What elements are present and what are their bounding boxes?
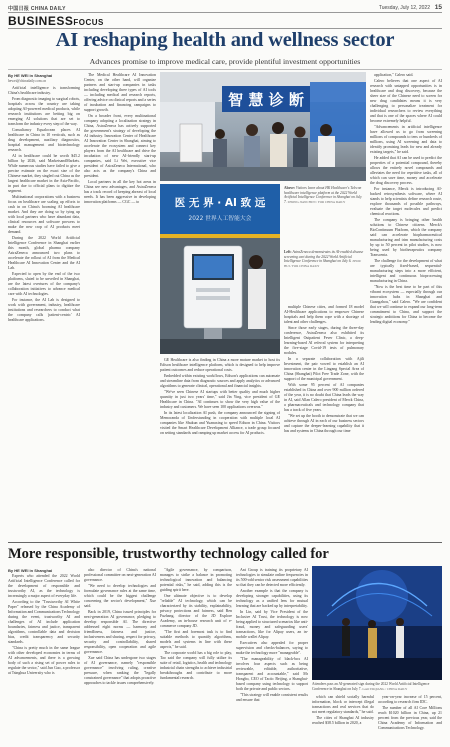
article2-column-2 xyxy=(84,568,156,743)
paragraph: Experts who attended the 2022 World Artificial Intelligence Conference called for the development of responsible and trustworthy AI, as the technology is increasingly a major aspect of everyday life. xyxy=(8,574,80,598)
paragraph: GE Healthcare is also finding in China a more mature market to host its Edison healthcare intelligence platform, which is designed to help improve patient outcomes and reduce operational costs. xyxy=(160,358,280,372)
paragraph: The number of all AI Core Millions reach $1020 billion in China, up 21 percent from the previous year, said the China Academy of Information and Communications Technology. xyxy=(378,706,442,730)
paragraph: Embedded within existing workflows, Edison's applications can automate and streamline data from diagnostic sources and apply analytics or advanced algorithms to generate clinical, operational and financial insights. xyxy=(160,374,280,388)
event-banner-text: 医 无 界 · AI 致 远 xyxy=(174,197,266,209)
photo-screening-cart xyxy=(160,184,280,354)
paragraph: In its latest localization AI push, the company announced the signing of Memoranda of Understanding in cooperation with multiple local AI companies like Shukun and Yuanaxing to speed Edison in China. Visitors visited the Smart Healthcare Development Alliance, a trade group focused on setting standards and ramping up market access for AI products. xyxy=(160,411,280,435)
paragraph: "The manageability of black-box AI involves four aspects such as being reviewable, editable, authoritative, transparent and accountable," said Mr Hongbo, CEO of Tactic Beijing, a Shanghai-based company using technology to support both the private and public sectors. xyxy=(236,657,308,691)
paragraph: During the 2022 World Artificial Intelligence Conference in Shanghai earlier this month, global pharma company AstraZeneca announced two plans to accelerate the rollout of AI from the Medical Healthcare AI Innovation Center and the AI Lab. xyxy=(8,236,80,270)
deck-rule xyxy=(8,69,442,70)
paragraph: The cities of Shanghai AI industry reached $38.5 billion in 2020, a xyxy=(312,716,374,725)
paragraph: In a separate collaboration with Ajili Investment, the pair vowed to establish an AI innovation center in the Lingang Special Area of China (Shanghai) Pilot Free Trade Zone, with the support of the municipal government. xyxy=(284,357,364,381)
caption-above: Above: Visitors learn about HK Healthcare's Telecon healthcare intelligence platform at the 2022 World Artificial Intelligence Conference in Shanghai on July 7. ZHONG JIANCHUN / FOR CHINA DAILY xyxy=(284,186,362,204)
article1-column-3 xyxy=(284,305,364,538)
paragraph: Local partners in all the key hot areas in China see new advantages, and AstraZeneca has a track record of keeping abreast of local needs. It has been aggressive in developing innovation platforms — CGC — to xyxy=(84,180,156,204)
paragraph: multiple Chinese cities, and formed 18 model AI-Healthcare applications to empower Chinese hospitals and help them cope with a shortage of talent and other challenges. xyxy=(284,305,364,324)
paragraph: Xue said China has undergone two stages of AI governance, namely "responsible governance" involving ruling, creative pressure, when ranking the "legally constrained governance" that adopts proactive approaches to tackle issues comprehensively. xyxy=(84,656,156,685)
paragraph: application," Calero said. xyxy=(374,73,414,77)
section-title: BUSINESSFOCUS xyxy=(8,14,104,28)
paragraph: He added that AI can be used to predict the properties of a potential compound, thereby allows the entirely novel compounds and alleviates the need for repetitive tasks, all of which can save time, money and accelerate the drug discovery process. xyxy=(370,156,442,185)
paragraph: year-on-year increase of 15 percent, according to research firm IDC. xyxy=(378,695,442,704)
article2-column-6 xyxy=(378,695,442,743)
paragraph: "The first and foremost task is to find suitable methods to quantify algorithms, models and systems in line with these aspects," he said. xyxy=(160,630,232,649)
header-rule xyxy=(8,12,442,13)
page-number: 15 xyxy=(434,4,442,11)
newspaper-brand: 中国日报 CHINA DAILY xyxy=(8,6,66,12)
article1-column-1 xyxy=(8,73,80,538)
paragraph: With some 95 percent of AI companies established in China and over 900 million ordered of the year, it is no doubt that China leads the way in AI, said Allan Calero president of Merck China, a pharmaceuticals and technology company that has a track of five years. xyxy=(284,383,364,412)
paragraph: "We set up the booth to demonstrate that we can achieve through AI in each of our business sectors and capture the deeper-learning capability that it has and systems in China through our time xyxy=(284,414,364,433)
paragraph: On a broader front, every multinational company adopting a localization strategy in China, AstraZeneca has actively supported the government's strategy of developing the AI industry. Innovation Center of Healthcare AI Innovation Center in Shanghai, aiming to accelerate the ecosystem and connect key players from the AI healthcare and drive the incubation of new AI-friendly start-up companies, said Li Wei, executive vice president of AstraZeneca International, who also acts as the company's China and president. xyxy=(84,114,156,178)
article2-column-5 xyxy=(312,695,374,743)
paragraph: Ant Group is training its proprietary AI technologies to simulate online frequencies in its 500-odd senior risk assessment capabilities so that they can be detected more efficiently. xyxy=(236,568,308,587)
article-headline: AI reshaping health and wellness sector xyxy=(55,29,395,51)
byline-email: hewei@chinadaily.com.cn xyxy=(8,79,47,83)
paragraph: Expected to open by the end of the two platforms, slated to be unveiled in Shanghai, are the latest overtures of the company's collaboration initiatives to advance medical care with AI technologies. xyxy=(8,272,80,296)
byline: By HE WEI in Shanghai xyxy=(8,568,53,573)
byline: By HE WEI in Shanghai xyxy=(8,73,53,78)
paragraph: Since those early stages, during the three-day conference, AstraZeneca also exhibited its Intelligent Outpatient Fever Clinic, a deep-learning-based AI referral system for interpreting the five-stage Covid-19 tests of pulmonary nodules. xyxy=(284,326,364,355)
paragraph: "We've seen Chinese AI startups with better quality and much higher quantity in just two years' time," said Jin Ying, vice president of GE Healthcare in China. "AI continues to show the very high value of the industry and customers. We have seen 100 applications overseas." xyxy=(160,390,280,409)
photo-scene-sign xyxy=(312,566,442,680)
photo-ai-sign xyxy=(312,566,442,680)
paragraph: Multinational corporations with a business focus on healthcare are scaling up efforts to cash in on China's booming AI healthcare market. And they are doing so by tying up with local partners who have abundant data, clinical resources and software prowess to make the new crop of AI products meet demand. xyxy=(8,195,80,234)
article1-column-4 xyxy=(370,73,442,538)
paragraph: Executives also appealed for proper supervision and checks-balances, saying to make the technology more "manageable". xyxy=(236,641,308,655)
issue-date: Tuesday, July 12, 2022 xyxy=(378,5,430,11)
paragraph: In Lin, said by Vice President of the Inclusive AI Trust, the technology is now being applied to structured scenarios like anti-fraud, money and safeguarding users' transactions, like for Alipay users, an in-mobile wallet Alipay. xyxy=(236,610,308,639)
paragraph: "Now is the best time to be part of this vibrant ecosystem — especially through our innovation hubs in Shanghai and Guangzhou," said Calero. "We are confident that we will continue to expand our long-term commitment to China, and support the strategic ambitions for China to become the leading digital economy." xyxy=(370,285,442,324)
paragraph: Back in 2019, China issued principles for next-generation AI governance, pledging to develop responsible AI. The directive addressed eight norms — harmony and friendliness, fairness and justice, inclusiveness and sharing, respect for privacy, security and controllability, shared responsibility, open cooperation and agile governance. xyxy=(84,610,156,654)
paragraph: "This strategy will enable consistent results and ensure that xyxy=(236,693,308,702)
paragraph: The company is bringing other health solutions to Chinese citizens. Merck's BioContinuum Platform, which the company said can accelerate biopharmaceutical manufacturing and trim manufacturing costs by up to 50 percent in pilot studies, is now being used by biotherapeutics company Transcenta. xyxy=(370,218,442,257)
event-name-text: 2022 世界人工智能大会 xyxy=(188,216,252,222)
paragraph: For instance, the AI Lab is designed to work with government, industry, healthcare institutions and researchers to conduct what the company calls 'patient-centric' AI healthcare applications. xyxy=(8,298,80,322)
paragraph: The Medical Healthcare AI Innovation Center, on the other hand, will organize partners and start-up companies in tasks including developing three types of AI tools — including medical and research reports, offering advice on clinical reports and a series of incubation and financing campaigns to support growth. xyxy=(84,73,156,112)
photo-scene xyxy=(160,72,366,181)
paragraph: One ultimate objective is to develop "reliable" AI technology, which can be characterized by its stability, explainability, privacy protections and fairness, said Ren Fuzhang, director of the JD Explore Academy, an in-house research unit of e-commerce company JD. xyxy=(160,594,232,628)
paragraph: For instance, Merck is introducing AI-backed retrosynthesis software, where AI stands to help scientists define research route, explore thousands of possible pathways, evaluate the target molecules and predict chemical reactions. xyxy=(370,187,442,216)
caption-ai-sign: Attendees pass an AI-generated sign during the 2022 World Artificial Intelligence Conference in Shanghai on July 7. GAO ERQIANG / CHINA DAILY xyxy=(312,682,430,691)
paragraph: "China is pretty much in the same league with other developed economies in terms of AI advancements, and there is a growing body of such a rising set of power rules to regulate the sector," said Jun Gao, a professor at Tsinghua University who is xyxy=(8,646,80,675)
paragraph: The corporate world has a big role to play, Tao said the company will fully utilize its suite of retail, logistics, health and technology industrial chain strengths to achieve industrial breakthroughs and contribute to more fundamental research. xyxy=(160,651,232,680)
photo-scene-cart xyxy=(160,184,280,354)
paragraph: "We need to develop technologies and formulate governance rules at the same time, which could be the biggest challenge concerning the sector's development," Xue said. xyxy=(84,584,156,608)
article1-column-2 xyxy=(84,73,156,538)
article-divider xyxy=(8,542,442,543)
paragraph: From diagnostic imaging to surgical robots, hospitals across the country are taking adopting AI-powered medical products, while research institutions are betting big on emerging AI solutions that are set to transform the industry every step of the way. xyxy=(8,97,80,126)
paragraph: "Advancements in artificial intelligence have allowed us to go from screening millions of compounds to tens or hundreds of millions, using AI screening and data to identify promising leads for new and already existing targets," he said. xyxy=(370,125,442,154)
paragraph: According to the "Trustworthy AI White Paper" released by the China Academy of Information and Communications Technology during the event, trustworthy AI and challenges of AI include application boundaries, fairness and justice, transparent algorithms, controllable data and decision bias, credit transparency and security standards. xyxy=(8,600,80,644)
paragraph: Another example is that the company is developing stronger capabilities, using its technology as a unified lens for mutual learning that are backed up by interpretability. xyxy=(236,589,308,608)
paragraph: also director of China's national professional committee on next-generation AI governance. xyxy=(84,568,156,582)
banner-text: 智 慧 诊 断 xyxy=(228,91,304,109)
article2-column-1 xyxy=(8,568,80,743)
paragraph: which can shield socially harmful information, block or intercept illegal transactions and real services that do not meet regulatory standards," he said. xyxy=(312,695,374,714)
article2-column-3 xyxy=(160,568,232,743)
paragraph: Consultancy Equalocean places AI healthcare in China in 10 verticals, such as drug development, auxiliary diagnostics, hospital management and biotechnology research. xyxy=(8,128,80,152)
article2-column-4 xyxy=(236,568,308,743)
paragraph: Calero believes that one aspect of AI research with untapped opportunities is in healthcare and drug discovery, because the sheer size of the Chinese need to screen for new drug candidates means it is very challenging to personalize treatment for individual researchers to review everything and that is one of the spaces where AI could become extremely helpful. xyxy=(370,79,442,123)
article-deck: Advances promise to improve medical care, provide plentiful investment opportunities xyxy=(89,57,361,66)
article2-headline: More responsible, trustworthy technology called for xyxy=(8,546,329,562)
paragraph: The challenge for the development of what are typically fixed-based, sequential-manufacturing steps into a more efficient, intelligent and continuous bioprocessing manufacturing in China. xyxy=(370,259,442,283)
article1-column-3b xyxy=(160,358,280,538)
paragraph: Artificial intelligence is transforming China's healthcare industry. xyxy=(8,86,80,95)
caption-left: Left: AstraZeneca demonstrates its AI-enabled disease screening cart during the 2022 World Artificial Intelligence Conference in Shanghai on July 6. ZHOU HUI / FOR CHINA DAILY xyxy=(284,250,364,268)
photo-conference-booth xyxy=(160,72,366,181)
paragraph: "Agile governance, by comparison, manages to strike a balance in promoting technological innovation and balancing potential risks," he said, adding this is the guiding spirit here. xyxy=(160,568,232,592)
paragraph: AI in healthcare could be worth $45.2 billion by 2026, said MarketsandMarkets. While numerous studies have failed to give a precise estimate on the exact size of the Chinese market, they singled out China as the largest healthcare market in the Asia-Pacific, in part due to official plans to digitize the segment. xyxy=(8,154,80,193)
